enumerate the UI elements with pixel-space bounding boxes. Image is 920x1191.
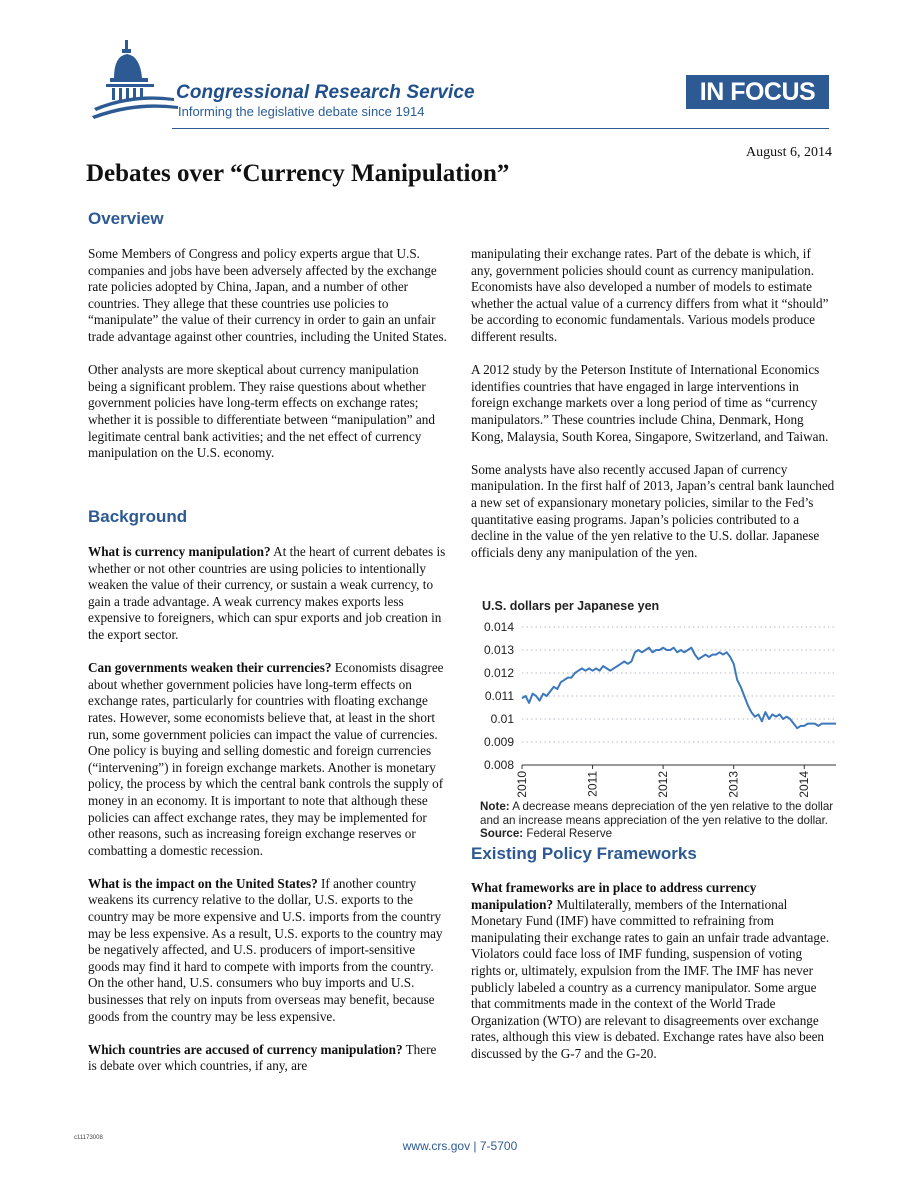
capitol-dome-icon (92, 38, 182, 124)
paragraph: What frameworks are in place to address currency manipulation? Multilaterally, members of the International Monetary Fund (IMF) have committed to refraining from manipulating their exchange rates to gain an unfair trade advantage. Violators could face loss of IMF funding, suspension of voting rights or, ultimately, expulsion from the IMF. The IMF has never publicly labeled a country as a currency manipulator. Some argue that commitments made in the context of the World Trade Organization (WTO) are relevant to disagreements over exchange rates, although this view is debated. Exchange rates have also been discussed by the G-7 and the G-20. (471, 880, 830, 1061)
paragraph: manipulating their exchange rates. Part of the debate is which, if any, government policies should count as currency manipulation. Economists have also developed a number of models to estimate whether the actual value of a currency differs from what it “should” be according to economic fundamentals. Various models produce different results. (471, 246, 829, 344)
y-tick-label: 0.009 (483, 735, 514, 749)
chart-title: U.S. dollars per Japanese yen (482, 599, 660, 613)
paragraph: What is currency manipulation? At the heart of current debates is whether or not other countries are using policies to intentionally weaken the value of their currency, or sustain a weak currency, to gain a trade advantage. A weak currency makes exports less expensive to foreigners, which can spur exports and job creation in the export sector. (88, 544, 446, 642)
page-title: Debates over “Currency Manipulation” (86, 160, 510, 187)
x-tick-label: 2012 (656, 771, 671, 798)
question: Can governments weaken their currencies? (88, 660, 332, 676)
frameworks-body (471, 880, 835, 1079)
overview-body (88, 246, 448, 478)
paragraph: What is the impact on the United States? If another country weakens its currency relative to the dollar, U.S. exports to the country may be more expensive and U.S. imports from the country may be less expensive. As a result, U.S. exports to the country may be negatively affected, and U.S. producers of import-sensitive goods may find it hard to compete with imports from the country. On the other hand, U.S. consumers who buy imports and U.S. businesses that rely on inputs from overseas may benefit, because goods from the country may be less expensive. (88, 875, 443, 1024)
x-tick-label: 2014 (797, 771, 812, 798)
section-heading-overview: Overview (88, 209, 164, 228)
x-tick-label: 2013 (726, 771, 741, 798)
background-body (88, 544, 448, 1092)
question: What frameworks are in place to address currency manipulation? (471, 880, 757, 912)
paragraph: Some analysts have also recently accused Japan of currency manipulation. In the first half of 2013, Japan’s central bank launched a new set of expansionary monetary policies, similar to the Fed’s quantitative easing programs. Japan’s policies contributed to a decline in the value of the yen relative to the U.S. dollar. Japanese officials deny any manipulation of the yen. (471, 461, 835, 560)
publication-date: August 6, 2014 (746, 145, 832, 160)
chart-note: Note: A decrease means depreciation of the yen relative to the dollar and an increase means appreciation of the yen relative to the dollar. Source: Federal Reserve (480, 800, 834, 841)
paragraph: A 2012 study by the Peterson Institute of International Economics identifies countries that have engaged in large interventions in foreign exchange markets over a long period of time as “currency manipulators.” These countries include China, Denmark, Hong Kong, Malaysia, South Korea, Singapore, Switzerland, and Taiwan. (471, 362, 829, 444)
paragraph: Other analysts are more skeptical about currency manipulation being a significant problem. They raise questions about whether government policies have long-term effects on exchange rates; whether it is possible to differentiate between “manipulation” and legitimate central bank activities; and the net effect of currency manipulation on the U.S. economy. (88, 362, 435, 461)
y-tick-label: 0.008 (483, 758, 514, 772)
paragraph: Some Members of Congress and policy experts argue that U.S. companies and jobs have been adversely affected by the exchange rate policies adopted by China, Japan, and a number of other countries. They allege that these countries use policies to “manipulate” the value of their currency in order to gain an unfair trade advantage against other countries, including the United States. (88, 246, 447, 344)
y-tick-label: 0.014 (483, 620, 514, 634)
y-tick-label: 0.012 (483, 666, 514, 680)
series-line (522, 648, 836, 729)
org-name: Congressional Research Service (176, 82, 475, 103)
header-divider (172, 128, 829, 129)
x-tick-label: 2010 (515, 771, 529, 798)
question: What is the impact on the United States? (88, 875, 318, 891)
x-tick-label: 2011 (585, 771, 600, 797)
y-tick-label: 0.011 (484, 689, 514, 703)
paragraph: Which countries are accused of currency manipulation? There is debate over which countries, if any, are (88, 1041, 437, 1074)
question: What is currency manipulation? (88, 544, 271, 559)
y-tick-label: 0.013 (483, 643, 514, 657)
y-tick-label: 0.01 (490, 712, 514, 726)
in-focus-badge: IN FOCUS (686, 75, 829, 109)
document-code: c11173008 (74, 1135, 103, 1141)
question: Which countries are accused of currency manipulation? (88, 1041, 403, 1057)
paragraph: Can governments weaken their currencies? Economists disagree about whether government policies have long-term effects on exchange rates, particularly for countries with floating exchange rates. However, some economists believe that, at least in the short run, some government policies can impact the value of currencies. One policy is buying and selling domestic and foreign currencies (“intervening”) in foreign exchange markets. Another is monetary policy, the process by which the central bank controls the supply of money in an economy. It is important to note that although these policies can affect exchange rates, they may be implemented for other reasons, such as increasing foreign exchange reserves or combatting a domestic recession. (88, 660, 444, 858)
section-heading-frameworks: Existing Policy Frameworks (471, 844, 697, 863)
section-heading-background: Background (88, 507, 188, 526)
footer-links[interactable]: www.crs.gov | 7-5700 (402, 1139, 518, 1153)
right-column-body (471, 246, 835, 578)
org-tagline: Informing the legislative debate since 1914 (178, 104, 425, 119)
yen-dollar-chart (470, 615, 840, 800)
